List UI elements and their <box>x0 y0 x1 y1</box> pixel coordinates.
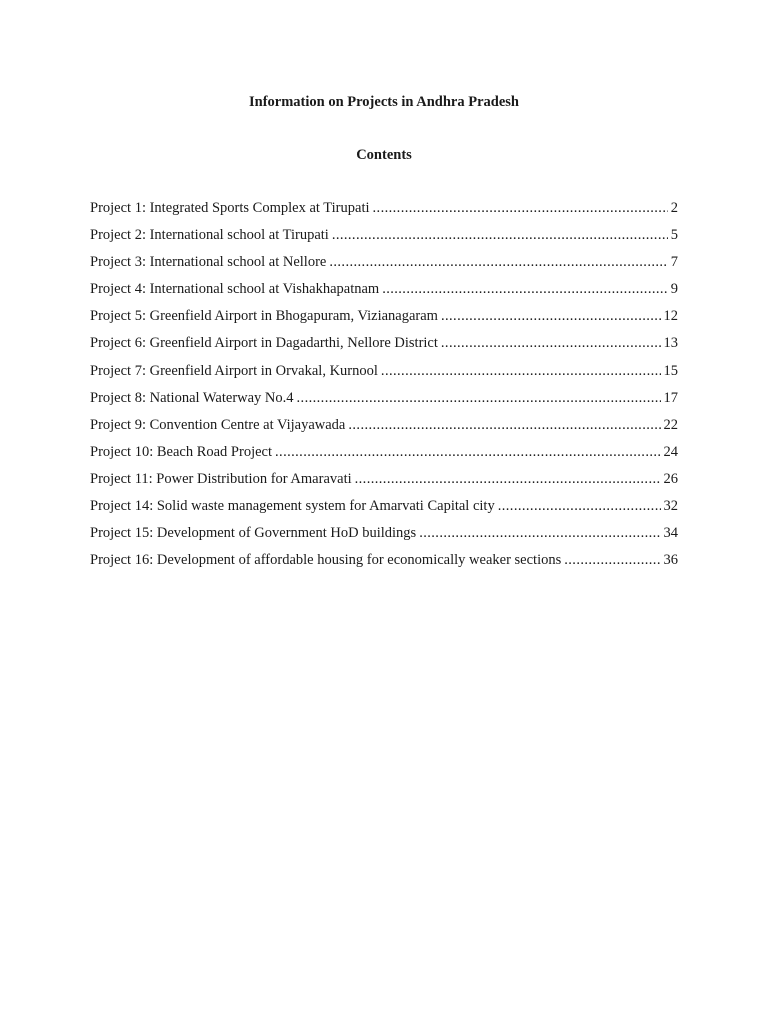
toc-page-number: 5 <box>670 227 678 244</box>
toc-dot-leader <box>373 199 668 217</box>
toc-page-number: 22 <box>663 416 678 433</box>
toc-entry[interactable] <box>90 443 678 470</box>
toc-entry[interactable] <box>90 334 678 361</box>
toc-entry[interactable] <box>90 470 678 497</box>
toc-page-number: 2 <box>670 200 678 216</box>
toc-entry-label: Project 16: Development of affordable housing for economically weaker sections <box>90 552 562 569</box>
toc-page-number: 12 <box>663 308 678 325</box>
toc-entry[interactable] <box>90 307 678 334</box>
toc-entry[interactable] <box>90 416 678 443</box>
toc-entry-label: Project 9: Convention Centre at Vijayawada <box>90 416 346 433</box>
toc-entry-label: Project 5: Greenfield Airport in Bhogapuram, Vizianagaram <box>90 308 438 325</box>
toc-entry-label: Project 6: Greenfield Airport in Dagadarthi, Nellore District <box>90 335 438 352</box>
toc-entry[interactable] <box>90 389 678 416</box>
toc-entry-label: Project 15: Development of Government HoD buildings <box>90 525 417 542</box>
toc-dot-leader <box>329 253 667 271</box>
toc-entry-label: Project 10: Beach Road Project <box>90 443 273 460</box>
toc-entry[interactable] <box>90 280 678 307</box>
toc-page-number: 15 <box>663 362 678 379</box>
table-of-contents <box>90 199 678 578</box>
document-title: Information on Projects in Andhra Pradesh <box>248 94 519 110</box>
toc-dot-leader <box>275 443 660 461</box>
toc-dot-leader <box>348 416 660 434</box>
toc-entry[interactable] <box>90 253 678 280</box>
toc-page-number: 7 <box>670 254 678 271</box>
toc-entry-label: Project 1: Integrated Sports Complex at Tirupati <box>90 200 370 216</box>
toc-dot-leader <box>297 389 661 407</box>
toc-entry-label: Project 3: International school at Nellore <box>90 254 327 271</box>
toc-entry[interactable] <box>90 226 678 253</box>
toc-page-number: 36 <box>663 552 678 569</box>
toc-entry-label: Project 14: Solid waste management system for Amarvati Capital city <box>90 498 495 515</box>
toc-page-number: 9 <box>670 281 678 298</box>
toc-entry[interactable] <box>90 524 678 551</box>
toc-dot-leader <box>332 226 668 244</box>
toc-dot-leader <box>355 470 661 488</box>
toc-dot-leader <box>381 362 661 380</box>
toc-page-number: 26 <box>663 470 678 487</box>
toc-entry[interactable] <box>90 199 678 226</box>
toc-dot-leader <box>441 334 661 352</box>
toc-entry[interactable] <box>90 551 678 578</box>
toc-entry[interactable] <box>90 362 678 389</box>
toc-entry-label: Project 7: Greenfield Airport in Orvakal, Kurnool <box>90 362 378 379</box>
toc-entry-label: Project 11: Power Distribution for Amaravati <box>90 470 352 487</box>
toc-entry-label: Project 4: International school at Vishakhapatnam <box>90 281 380 298</box>
toc-dot-leader <box>498 497 661 515</box>
contents-heading: Contents <box>356 147 412 163</box>
toc-dot-leader <box>419 524 660 542</box>
toc-page-number: 24 <box>663 443 678 460</box>
toc-entry-label: Project 8: National Waterway No.4 <box>90 389 294 406</box>
toc-entry[interactable] <box>90 497 678 524</box>
toc-dot-leader <box>564 551 660 569</box>
toc-dot-leader <box>441 307 661 325</box>
toc-page-number: 32 <box>663 498 678 515</box>
toc-dot-leader <box>382 280 668 298</box>
toc-entry-label: Project 2: International school at Tirupati <box>90 227 329 244</box>
toc-page-number: 17 <box>663 389 678 406</box>
toc-page-number: 34 <box>663 525 678 542</box>
toc-page-number: 13 <box>663 335 678 352</box>
